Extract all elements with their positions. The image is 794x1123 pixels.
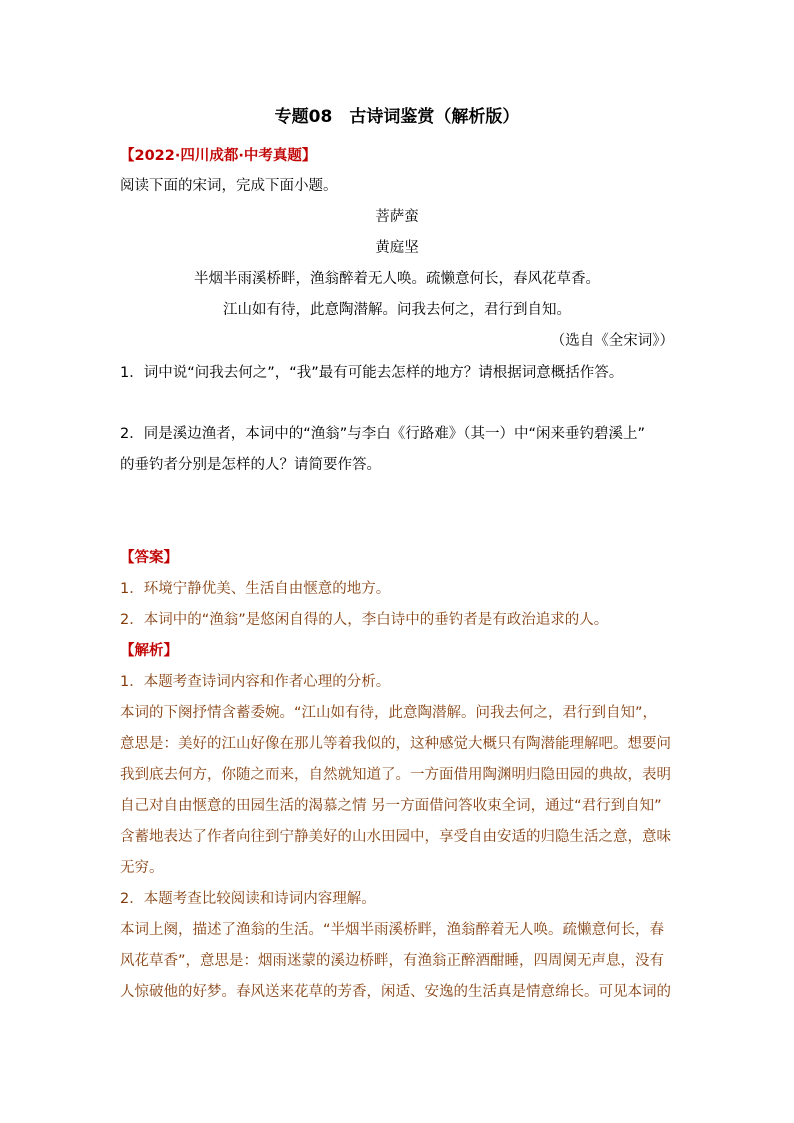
analysis-2-line-3: 人惊破他的好梦。春风送来花草的芳香，闲适、安逸的生活真是情意绵长。可见本词的 [120, 984, 671, 1000]
analysis-2-heading: 2．本题考查比较阅读和诗词内容理解。 [120, 891, 376, 907]
instruction-text: 阅读下面的宋词，完成下面小题。 [120, 178, 338, 194]
source-tag: 【2022·四川成都·中考真题】 [120, 148, 317, 164]
poem-line-1: 半烟半雨溪桥畔，渔翁醉着无人唤。疏懒意何长，春风花草香。 [194, 271, 600, 287]
poem-name: 菩萨蛮 [375, 209, 419, 225]
analysis-2-line-2: 风花草香”，意思是：烟雨迷蒙的溪边桥畔，有渔翁正醉酒酣睡，四周阒无声息，没有 [120, 953, 665, 969]
question-2-line-1: 2．同是溪边渔者，本词中的“渔翁”与李白《行路难》（其一）中“闲来垂钓碧溪上” [120, 426, 646, 442]
analysis-1-line-5: 含蓄地表达了作者向往到宁静美好的山水田园中，享受自由安适的归隐生活之意，意味 [120, 829, 671, 845]
analysis-1-line-4: 自己对自由惬意的田园生活的渴慕之情 另一方面借问答收束全词，通过“君行到自知” [120, 798, 662, 814]
question-2-line-2: 的垂钓者分别是怎样的人？请简要作答。 [120, 457, 381, 473]
analysis-1-line-2: 意思是：美好的江山好像在那儿等着我似的，这种感觉大概只有陶潜能理解吧。想要问 [120, 736, 671, 752]
analysis-1-line-3: 我到底去何方，你随之而来，自然就知道了。一方面借用陶渊明归隐田园的典故，表明 [120, 767, 671, 783]
analysis-1-line-1: 本词的下阕抒情含蓄委婉。“江山如有待，此意陶潜解。问我去何之，君行到自知”， [120, 705, 658, 721]
analysis-1-heading: 1．本题考查诗词内容和作者心理的分析。 [120, 674, 391, 690]
answer-1: 1．环境宁静优美、生活自由惬意的地方。 [120, 581, 391, 597]
poem-line-2: 江山如有待，此意陶潜解。问我去何之，君行到自知。 [223, 302, 571, 318]
analysis-header: 【解析】 [120, 643, 178, 659]
poem-author: 黄庭坚 [375, 240, 419, 256]
answer-header: 【答案】 [120, 550, 178, 566]
poem-source: （选自《全宋词》） [550, 333, 674, 349]
document-title: 专题08 古诗词鉴赏（解析版） [274, 107, 520, 127]
analysis-2-line-1: 本词上阕，描述了渔翁的生活。“半烟半雨溪桥畔，渔翁醉着无人唤。疏懒意何长，春 [120, 922, 665, 938]
question-1: 1．词中说“问我去何之”，“我”最有可能去怎样的地方？请根据词意概括作答。 [120, 365, 624, 381]
answer-2: 2．本词中的“渔翁”是悠闲自得的人，李白诗中的垂钓者是有政治追求的人。 [120, 612, 609, 628]
analysis-1-line-6: 无穷。 [120, 860, 164, 876]
